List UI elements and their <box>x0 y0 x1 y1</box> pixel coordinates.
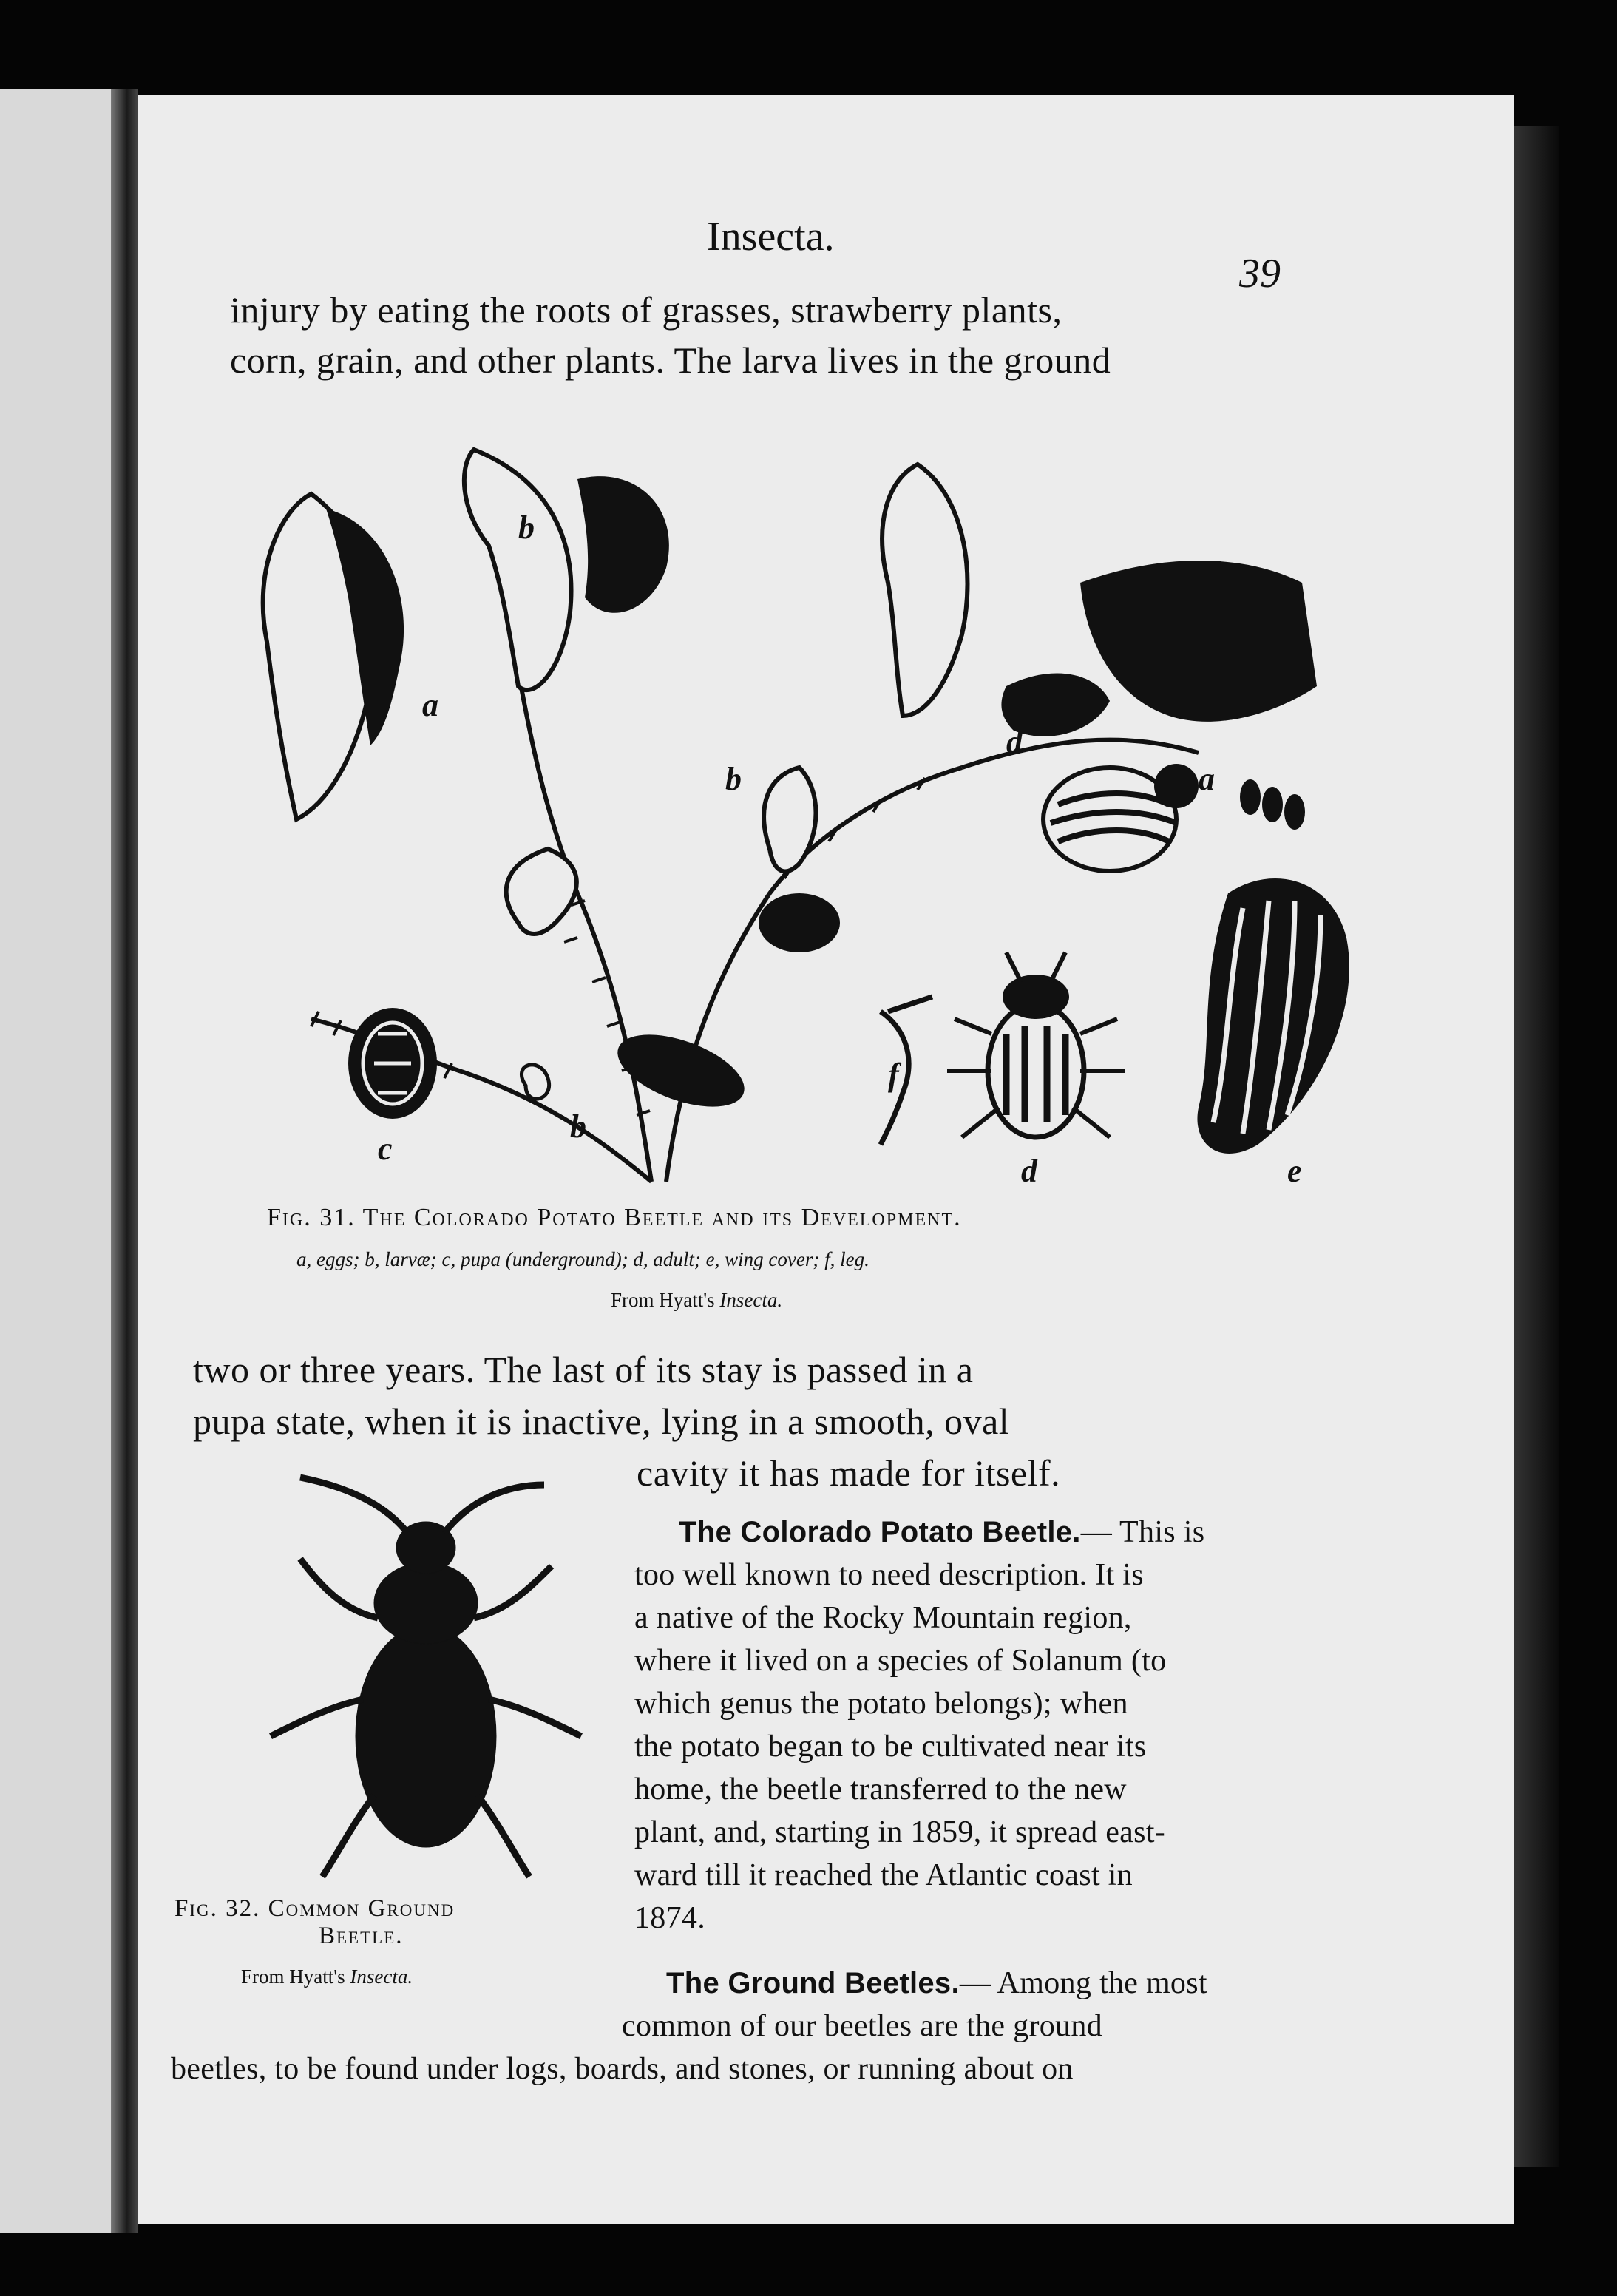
adult-beetle-drawing <box>947 952 1125 1137</box>
pupa-drawing <box>348 1008 437 1119</box>
body-line: cavity it has made for itself. <box>637 1452 1061 1494</box>
facing-page-edge <box>0 89 111 2233</box>
potato-beetle-illustration <box>237 420 1420 1189</box>
ground-beetle-illustration <box>219 1455 633 1884</box>
figure-31-source: From Hyatt's Insecta. <box>611 1289 783 1311</box>
wing-cover-drawing <box>1197 878 1349 1154</box>
fig-label: a <box>1199 761 1215 797</box>
fig-label: b <box>518 509 535 546</box>
body-line: ward till it reached the Atlantic coast in <box>634 1858 1133 1892</box>
section-heading: The Colorado Potato Beetle. <box>679 1516 1081 1548</box>
fig-label: b <box>725 761 742 797</box>
section-heading-line: The Ground Beetles.— Among the most <box>666 1966 1207 2000</box>
figure-31-caption: Fig. 31. The Colorado Potato Beetle and its Development. <box>267 1204 962 1231</box>
body-line: corn, grain, and other plants. The larva lives in the ground <box>230 339 1111 381</box>
body-line: home, the beetle transferred to the new <box>634 1772 1127 1806</box>
body-line: a native of the Rocky Mountain region, <box>634 1601 1132 1635</box>
fig-label: c <box>378 1131 393 1167</box>
adult-beetle-on-plant <box>1043 764 1199 871</box>
fig-label: d <box>1021 1153 1037 1189</box>
body-line: common of our beetles are the ground <box>622 2009 1102 2043</box>
body-line: 1874. <box>634 1901 705 1935</box>
fig-label: d <box>1006 724 1023 760</box>
page-number: 39 <box>1239 251 1281 297</box>
body-line: which genus the potato belongs); when <box>634 1687 1128 1721</box>
body-line: beetles, to be found under logs, boards, and stones, or running about on <box>171 2052 1074 2086</box>
fig-label: a <box>422 687 438 723</box>
fig-label: f <box>888 1057 899 1093</box>
body-line: plant, and, starting in 1859, it spread east- <box>634 1815 1166 1849</box>
book-page <box>138 95 1514 2224</box>
figure-32-source: From Hyatt's Insecta. <box>241 1965 413 1988</box>
body-line: where it lived on a species of Solanum (to <box>634 1644 1167 1678</box>
running-header: Insecta. <box>707 214 835 260</box>
figure-32-caption-line2: Beetle. <box>319 1923 404 1949</box>
fig-label: b <box>570 1108 586 1145</box>
fig-label: e <box>1287 1153 1302 1189</box>
body-line: the potato began to be cultivated near its <box>634 1730 1147 1764</box>
body-line: two or three years. The last of its stay is passed in a <box>193 1349 974 1390</box>
figure-31-key: a, eggs; b, larvæ; c, pupa (underground); d, adult; e, wing cover; f, leg. <box>296 1248 869 1270</box>
body-line: injury by eating the roots of grasses, strawberry plants, <box>230 289 1062 331</box>
page-edge-shadow <box>1514 126 1559 2167</box>
section-heading-line: The Colorado Potato Beetle.— This is <box>679 1515 1205 1549</box>
figure-32-caption-line1: Fig. 32. Common Ground <box>174 1895 455 1922</box>
book-gutter <box>111 89 138 2233</box>
section-heading: The Ground Beetles. <box>666 1967 960 1999</box>
body-line: pupa state, when it is inactive, lying in a smooth, oval <box>193 1401 1010 1442</box>
body-line: too well known to need description. It is <box>634 1558 1144 1592</box>
